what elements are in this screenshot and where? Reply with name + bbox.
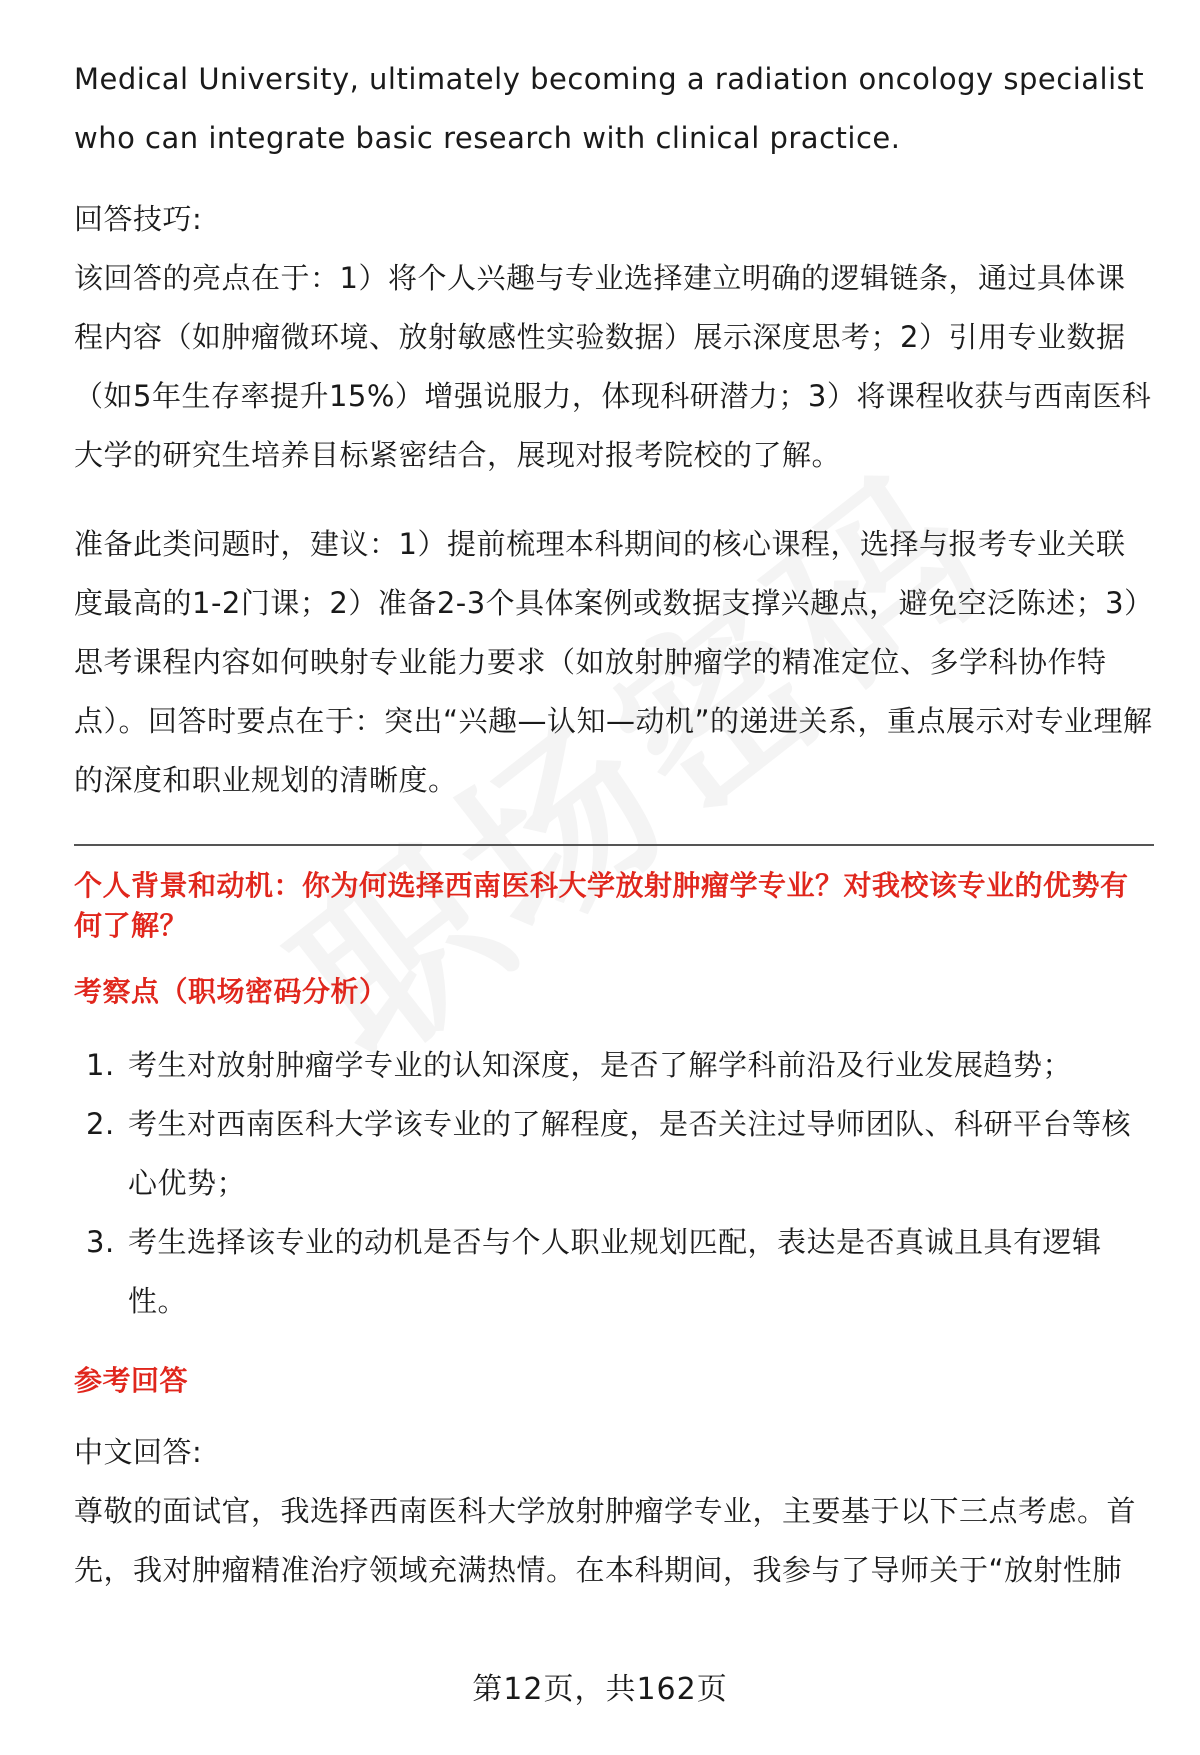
list-item-text: 考生对放射肿瘤学专业的认知深度，是否了解学科前沿及行业发展趋势； (128, 1048, 1073, 1082)
list-item (74, 1213, 1154, 1331)
prep-paragraph: 准备此类问题时，建议：1）提前梳理本科期间的核心课程，选择与报考专业关联度最高的1-2门课；2）准备2-3个具体案例或数据支撑兴趣点，避免空泛陈述；3）思考课程内容如何映射专业能力要求（如放射肿瘤学的精准定位、多学科协作特点）。回答时要点在于：突出“兴趣—认知—动机”的递进关系，重点展示对专业理解的深度和职业规划的清晰度。 (74, 527, 1154, 797)
list-item-number: 3. (86, 1225, 115, 1259)
tips-label: 回答技巧: (74, 202, 203, 236)
question-heading: 个人背景和动机：你为何选择西南医科大学放射肿瘤学专业？对我校该专业的优势有何了解？ (74, 869, 1129, 942)
list-item (74, 1036, 1154, 1095)
list-item-number: 1. (86, 1048, 115, 1082)
chinese-answer-paragraph: 尊敬的面试官，我选择西南医科大学放射肿瘤学专业，主要基于以下三点考虑。首先，我对肿瘤精准治疗领域充满热情。在本科期间，我参与了导师关于“放射性肺 (74, 1494, 1137, 1587)
section-divider (74, 844, 1154, 846)
chinese-answer-label: 中文回答: (74, 1435, 203, 1469)
page-number: 第12页，共162页 (472, 1672, 728, 1707)
tips-paragraph: 该回答的亮点在于：1）将个人兴趣与专业选择建立明确的逻辑链条，通过具体课程内容（如肿瘤微环境、放射敏感性实验数据）展示深度思考；2）引用专业数据（如5年生存率提升15%）增强说服力，体现科研潜力；3）将课程收获与西南医科大学的研究生培养目标紧密结合，展现对报考院校的了解。 (74, 261, 1152, 472)
list-item-number: 2. (86, 1107, 115, 1141)
focus-list (74, 1036, 1154, 1331)
intro-paragraph: Medical University, ultimately becoming a radiation oncology specialist who can integrate basic research with clinical practice. (74, 62, 1145, 155)
document-page (74, 50, 1154, 1600)
focus-heading: 考察点（职场密码分析） (74, 975, 388, 1008)
list-item (74, 1095, 1154, 1213)
list-item-text: 考生对西南医科大学该专业的了解程度，是否关注过导师团队、科研平台等核心优势； (128, 1107, 1132, 1200)
list-item-text: 考生选择该专业的动机是否与个人职业规划匹配，表达是否真诚且具有逻辑性。 (128, 1225, 1102, 1318)
answer-heading: 参考回答 (74, 1364, 189, 1397)
